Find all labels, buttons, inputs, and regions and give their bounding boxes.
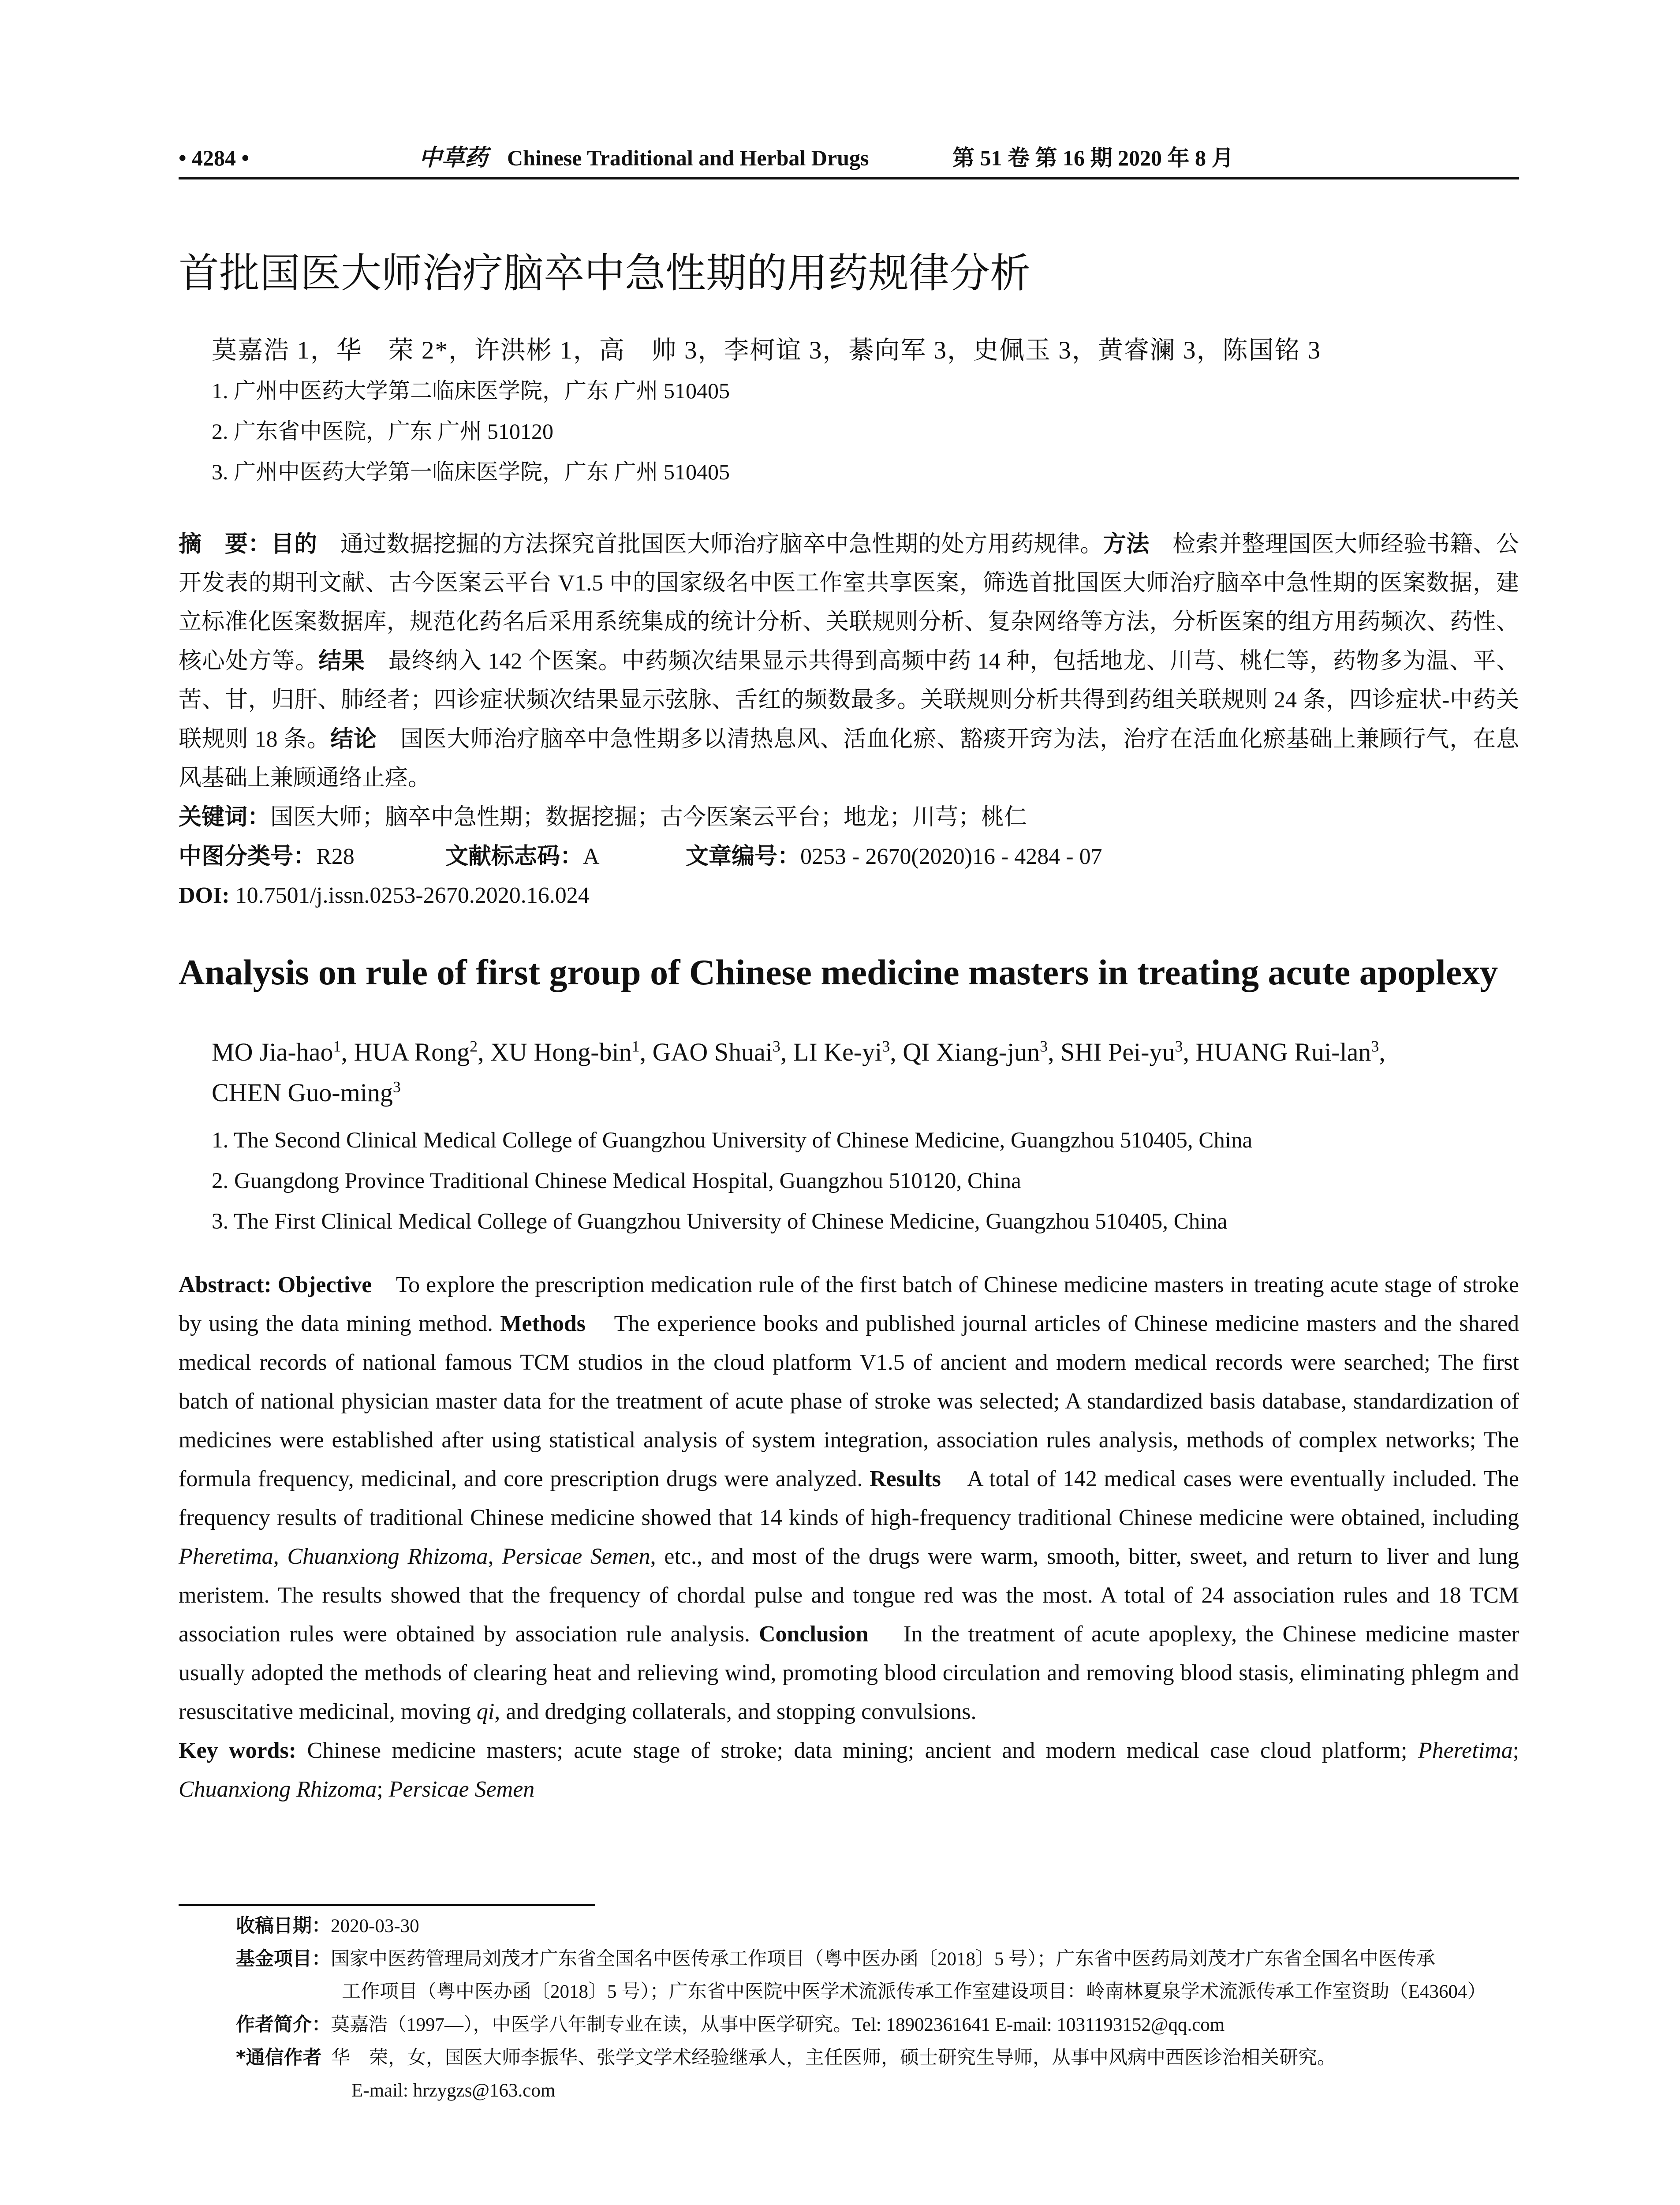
footnote-rule xyxy=(179,1904,595,1906)
footnote-correspondence-email[interactable]: E-mail: hrzygzs@163.com xyxy=(351,2080,556,2101)
abstract-en-label: Abstract: Objective xyxy=(179,1272,372,1297)
doi-line xyxy=(179,876,1519,915)
results-cn: 最终纳入 142 个医案。中药频次结果显示共得到高频中药 14 种，包括地龙、川芎、桃仁等，药物多为温、平、苦、甘，归肝、肺经者；四诊症状频次结果显示弦脉、舌红的频数最多。关联规则分析共得到药组关联规则 24 条，四诊症状-中药关联规则 18 条。 xyxy=(179,649,1519,752)
conclusion-en-part-2: , and dredging collaterals, and stopping convulsions. xyxy=(494,1699,977,1724)
keyword-pheretima: Pheretima xyxy=(1418,1738,1513,1763)
authors-en xyxy=(212,1032,1517,1113)
abstract-en xyxy=(179,1266,1519,1809)
methods-en-label: Methods xyxy=(500,1311,586,1336)
affiliation-cn-3: 3. 广州中医药大学第一临床医学院，广东 广州 510405 xyxy=(212,460,730,484)
authors-en-line-2 xyxy=(212,1073,1517,1113)
conclusion-en-part-1: In the treatment of acute apoplexy, the Chinese medicine master usually adopted the methods of clearing heat and relieving wind, promoting blood circulation and removing blood stasis, eliminating phlegm and resuscitative medicinal, moving xyxy=(179,1622,1519,1724)
doc-code-label: 文献标志码： xyxy=(445,843,583,870)
footnote-fund: 基金项目：国家中医药管理局刘茂才广东省全国名中医传承工作项目（粤中医办函〔2018〕5 号）；广东省中医药局刘茂才广东省全国名中医传承 xyxy=(236,1948,1435,1970)
journal-name-cn: 中草药 xyxy=(419,144,488,171)
authors-cn: 莫嘉浩 1，华 荣 2*，许洪彬 1，高 帅 3，李柯谊 3，綦向军 3，史佩玉 3，黄睿澜 3，陈国铭 3 xyxy=(212,336,1322,364)
abstract-cn-label: 摘 要： xyxy=(179,531,271,557)
affiliation-en-3: 3. The First Clinical Medical College of Guangzhou University of Chinese Medicine, Guangzhou 510405, China xyxy=(212,1209,1228,1234)
page-number: • 4284 • xyxy=(179,146,250,170)
herb-chuanxiong: Chuanxiong Rhizoma xyxy=(287,1544,488,1569)
author-en: SHI Pei-$yu^3$ xyxy=(1060,1037,1183,1066)
objective-cn: 通过数据挖掘的方法探究首批国医大师治疗脑卒中急性期的处方用药规律。 xyxy=(340,532,1103,557)
doi-value[interactable]: 10.7501/j.issn.0253-2670.2020.16.024 xyxy=(235,883,590,908)
affiliation-cn-2: 2. 广东省中医院，广东 广州 510120 xyxy=(212,419,553,444)
affiliation-cn-1: 1. 广州中医药大学第二临床医学院，广东 广州 510405 xyxy=(212,378,730,403)
affiliations-cn xyxy=(212,370,1517,492)
doi-label: DOI: xyxy=(179,883,230,908)
footnote-correspondence: *通信作者 华 荣，女，国医大师李振华、张学文学术经验继承人，主任医师，硕士研究生导师，从事中风病中西医诊治相关研究。 xyxy=(236,2047,1336,2069)
abstract-cn xyxy=(179,525,1519,915)
author-en: QI Xiang-jun$^3$ xyxy=(903,1037,1048,1066)
running-header xyxy=(179,140,1519,176)
author-en: HUA Rong$^2$ xyxy=(354,1037,478,1066)
author-en: MO Jia-hao$^1$ xyxy=(212,1037,341,1066)
keyword-persicae: Persicae Semen xyxy=(388,1777,535,1802)
keyword-chuanxiong: Chuanxiong Rhizoma xyxy=(179,1777,377,1802)
article-no-label: 文章编号： xyxy=(686,843,801,870)
keywords-cn xyxy=(179,798,1519,837)
keywords-en-text: Chinese medicine masters; acute stage of stroke; data mining; ancient and modern medical case cloud platform; xyxy=(307,1738,1407,1763)
keywords-en: Key words: Chinese medicine masters; acute stage of stroke; data mining; ancient and modern medical case cloud platform; Pheretima; Chuanxiong Rhizoma; Persicae Semen xyxy=(179,1738,1519,1802)
affiliation-en-1: 1. The Second Clinical Medical College of Guangzhou University of Chinese Medicine, Guangzhou 510405, China xyxy=(212,1128,1253,1153)
author-en: LI $Ke-yi^3$ xyxy=(793,1037,890,1066)
journal-issue: 第 51 卷 第 16 期 2020 年 8 月 xyxy=(952,146,1234,170)
footnote-author: 作者简介：莫嘉浩（1997—），中医学八年制专业在读，从事中医学研究。Tel: 18902361641 E-mail: 1031193152@qq.com xyxy=(236,2014,1225,2036)
conclusion-cn: 国医大师治疗脑卒中急性期多以清热息风、活血化瘀、豁痰开窍为法，治疗在活血化瘀基础上兼顾行气，在息风基础上兼顾通络止痉。 xyxy=(179,727,1519,791)
results-cn-label: 结果 xyxy=(318,648,366,674)
conclusion-cn-label: 结论 xyxy=(330,726,377,752)
methods-cn-label: 方法 xyxy=(1103,531,1150,557)
clc-value: R28 xyxy=(316,844,355,869)
keywords-en-label: Key words: xyxy=(179,1738,297,1763)
abstract-en-body: Abstract: Objective To explore the prescription medication rule of the first batch of Chinese medicine masters in treating acute stage of stroke by using the data mining method. Methods The experience books and published journal articles of Chinese medicine masters and the shared medical records of national famous TCM studios in the cloud platform V1.5 of ancient and modern medical records were searched; The first batch of national physician master data for the treatment of acute phase of stroke was selected; A standardized basis database, standardization of medicines were established after using statistical analysis of system integration, association rules analysis, methods of complex networks; The formula frequency, medicinal, and core prescription drugs were analyzed. Results A total of 142 medical cases were eventually included. The frequency results of traditional Chinese medicine showed that 14 kinds of high-frequency traditional Chinese medicine were obtained, including Pheretima, Chuanxiong Rhizoma, Persicae Semen, etc., and most of the drugs were warm, smooth, bitter, sweet, and return to liver and lung meristem. The results showed that the frequency of chordal pulse and tongue red was the most. A total of 24 association rules and 18 TCM association rules were obtained by association rule analysis. Conclusion In the treatment of acute apoplexy, the Chinese medicine master usually adopted the methods of clearing heat and relieving wind, promoting blood circulation and removing blood stasis, eliminating phlegm and resuscitative medicinal, moving qi, and dredging collaterals, and stopping convulsions. xyxy=(179,1272,1519,1724)
herb-persicae: Persicae Semen xyxy=(502,1544,650,1569)
affiliations-en xyxy=(212,1120,1517,1242)
footnotes xyxy=(236,1910,1519,2107)
clc-label: 中图分类号： xyxy=(179,843,317,870)
classification-line xyxy=(179,837,1519,876)
conclusion-en-label: Conclusion xyxy=(758,1622,869,1647)
author-en: HUANG Rui-lan$^3$ xyxy=(1195,1037,1379,1066)
author-en: XU Hong-bin$^1$ xyxy=(490,1037,640,1066)
journal-name-en: Chinese Traditional and Herbal Drugs xyxy=(507,146,869,170)
results-en-label: Results xyxy=(870,1466,941,1491)
term-qi: qi xyxy=(476,1699,495,1724)
header-rule xyxy=(179,177,1519,179)
author-en: GAO Shuai$^3$ xyxy=(652,1037,780,1066)
herb-pheretima: Pheretima xyxy=(179,1544,273,1569)
methods-cn: 检索并整理国医大师经验书籍、公开发表的期刊文献、古今医案云平台 V1.5 中的国家级名中医工作室共享医案，筛选首批国医大师治疗脑卒中急性期的医案数据，建立标准化医案数据库，规范化药名后采用系统集成的统计分析、关联规则分析、复杂网络等方法，分析医案的组方用药频次、药性、核心处方等。 xyxy=(179,532,1519,674)
results-en-part-2: , etc., and most of the drugs were warm, smooth, bitter, sweet, and return to liver and lung meristem. The results showed that the frequency of chordal pulse and tongue red was the most. A total of 24 association rules and 18 TCM association rules were obtained by association rule analysis. xyxy=(179,1544,1519,1647)
abstract-cn-body xyxy=(179,525,1519,798)
results-en-part-1: A total of 142 medical cases were eventually included. The frequency results of traditional Chinese medicine showed that 14 kinds of high-frequency traditional Chinese medicine were obtained, including xyxy=(179,1466,1519,1530)
affiliation-en-2: 2. Guangdong Province Traditional Chinese Medical Hospital, Guangzhou 510120, China xyxy=(212,1169,1021,1193)
article-no-value: 0253 - 2670(2020)16 - 4284 - 07 xyxy=(800,844,1102,869)
objective-en: To explore the prescription medication rule of the first batch of Chinese medicine masters in treating acute stage of stroke by using the data mining method. xyxy=(179,1272,1519,1336)
keywords-cn-text: 国医大师；脑卒中急性期；数据挖掘；古今医案云平台；地龙；川芎；桃仁 xyxy=(270,805,1027,830)
doc-code-value: A xyxy=(583,844,600,869)
title-en: Analysis on rule of first group of Chinese medicine masters in treating acute apoplexy xyxy=(179,952,1498,992)
authors-en-line-1: MO Jia-hao$^1$, HUA Rong$^2$, XU Hong-bin$^1$, GAO Shuai$^3$, LI $Ke-yi^3$, QI Xiang-jun$^3$, SHI Pei-$yu^3$, HUANG Rui-lan$^3$, xyxy=(212,1037,1385,1066)
footnote-fund-cont: 工作项目（粤中医办函〔2018〕5 号）；广东省中医院中医学术流派传承工作室建设项目：岭南林夏泉学术流派传承工作室资助（E43604） xyxy=(342,1981,1486,2002)
methods-en: The experience books and published journal articles of Chinese medicine masters and the shared medical records of national famous TCM studios in the cloud platform V1.5 of ancient and modern medical records were searched; The first batch of national physician master data for the treatment of acute phase of stroke was selected; A standardized basis database, standardization of medicines were established after using statistical analysis of system integration, association rules analysis, methods of complex networks; The formula frequency, medicinal, and core prescription drugs were analyzed. xyxy=(179,1311,1519,1491)
author-en: CHEN Guo-ming$^3$ xyxy=(212,1078,401,1107)
footnote-received: 收稿日期：2020-03-30 xyxy=(236,1915,419,1937)
title-cn: 首批国医大师治疗脑卒中急性期的用药规律分析 xyxy=(179,250,1031,297)
keywords-cn-label: 关键词： xyxy=(179,804,271,830)
objective-cn-label: 目的 xyxy=(271,531,317,557)
